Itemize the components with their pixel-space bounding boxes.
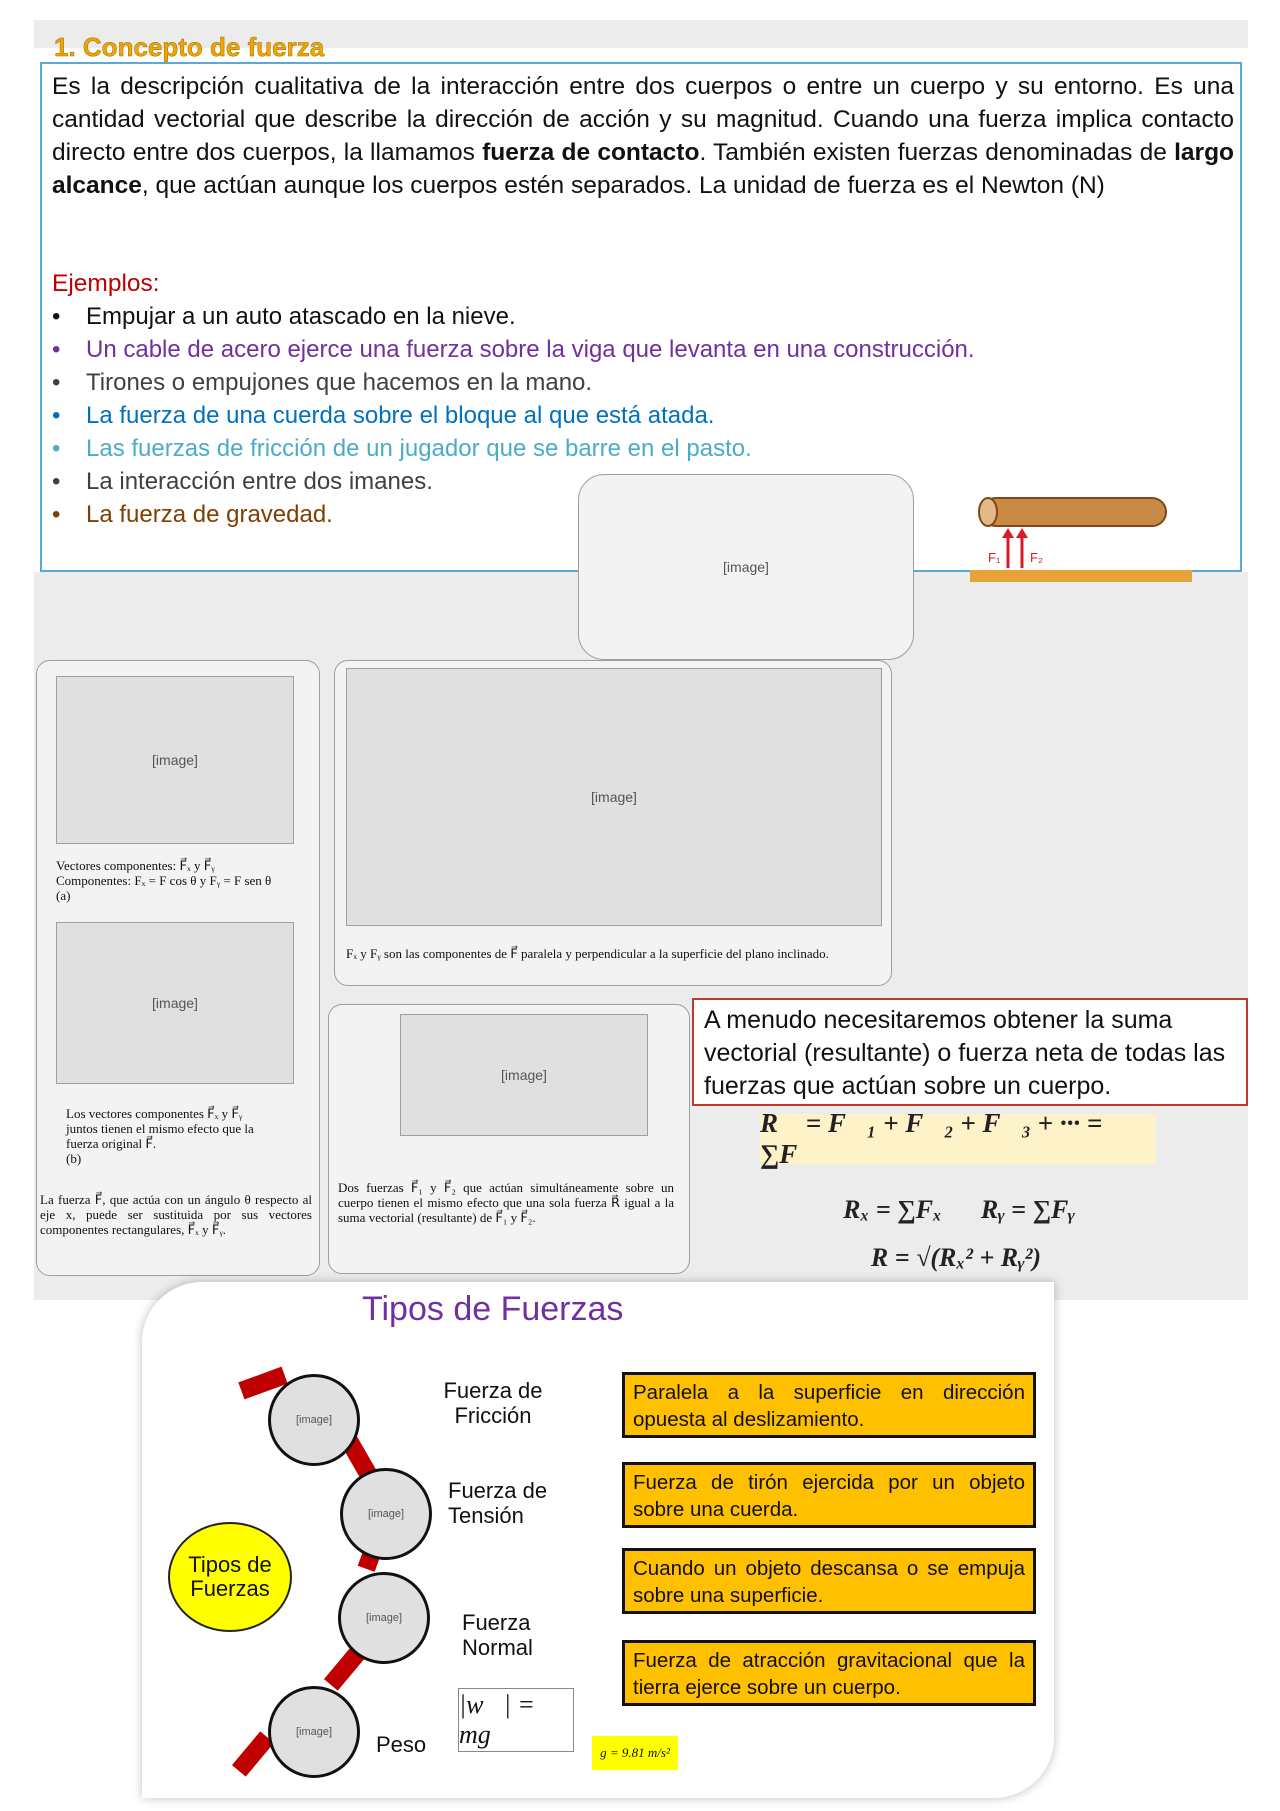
- tension-label: Fuerza de Tensión: [448, 1478, 548, 1528]
- example-item: • La fuerza de una cuerda sobre el bloque al que está atada.: [52, 399, 975, 432]
- example-item: • Empujar a un auto atascado en la nieve.: [52, 300, 975, 333]
- log-support: [970, 570, 1192, 582]
- tension-description: Fuerza de tirón ejercida por un objeto sobre una cuerda.: [622, 1462, 1036, 1528]
- example-item: • Un cable de acero ejerce una fuerza sobre la viga que levanta en una construcción.: [52, 333, 975, 366]
- friction-description: Paralela a la superficie en dirección opuesta al deslizamiento.: [622, 1372, 1036, 1438]
- components-diagram-b-image: [image]: [56, 922, 294, 1084]
- log-end: [979, 498, 997, 526]
- pushing-person-image: [image]: [578, 474, 914, 660]
- normal-force-icon: [image]: [338, 1572, 430, 1664]
- components-caption-summary: La fuerza F⃗, que actúa con un ángulo θ respecto al eje x, puede ser sustituida por sus vectores componentes rectangulares, F⃗ₓ y F⃗ᵧ.: [40, 1192, 312, 1237]
- incline-caption: Fₓ y Fᵧ son las componentes de F⃗ paralela y perpendicular a la superficie del plano inclinado.: [346, 946, 829, 961]
- tipos-badge: Tipos de Fuerzas: [168, 1522, 292, 1632]
- section-title: 1. Concepto de fuerza: [54, 32, 325, 62]
- long-range-term: largo alcance: [52, 139, 1235, 199]
- friction-icon: [image]: [268, 1374, 360, 1466]
- gravity-value: g = 9.81 m/s²: [592, 1736, 678, 1770]
- normal-force-label: Fuerza Normal: [462, 1610, 533, 1660]
- resultant-diagram-image: [image]: [400, 1014, 648, 1136]
- weight-label: Peso: [376, 1732, 427, 1757]
- components-caption-b: Los vectores componentes F⃗ₓ y F⃗ᵧ juntos tienen el mismo efecto que la fuerza original F⃗. (b): [66, 1106, 254, 1166]
- example-item: • Tirones o empujones que hacemos en la mano.: [52, 366, 975, 399]
- components-diagram-a-image: [image]: [56, 676, 294, 844]
- magnitude-formula: R = √(Rₓ² + Rᵧ²): [870, 1243, 1042, 1272]
- concept-paragraph: Es la descripción cualitativa de la interacción entre dos cuerpos o entre un cuerpo y su entorno. Es una cantidad vectorial que describe la dirección de acción y su magnitud. Cuando una fuerza implica contacto directo entre dos cuerpos, la llamamos fuerza de contacto. También existen fuerzas denominadas de largo alcance, que actúan aunque los cuerpos estén separados. La unidad de fuerza es el Newton (N): [52, 73, 1235, 199]
- weight-description: Fuerza de atracción gravitacional que la tierra ejerce sobre un cuerpo.: [622, 1640, 1036, 1706]
- example-item: • La fuerza de gravedad.: [52, 498, 975, 531]
- friction-label: Fuerza de Fricción: [443, 1378, 543, 1428]
- example-item: • Las fuerzas de fricción de un jugador que se barre en el pasto.: [52, 432, 975, 465]
- example-item: • La interacción entre dos imanes.: [52, 465, 975, 498]
- components-caption-a: Vectores componentes: F⃗ₓ y F⃗ᵧ Componentes: Fₓ = F cos θ y Fᵧ = F sen θ (a): [56, 858, 272, 903]
- component-sum-formula: Rₓ = ∑Fₓ Rᵧ = ∑Fᵧ: [843, 1195, 1075, 1224]
- tipos-title: Tipos de Fuerzas: [362, 1290, 624, 1328]
- normal-force-description: Cuando un objeto descansa o se empuja sobre una superficie.: [622, 1548, 1036, 1614]
- vector-sum-box: A menudo necesitaremos obtener la suma vectorial (resultante) o fuerza neta de todas las fuerzas que actúan sobre un cuerpo.: [692, 998, 1248, 1106]
- incline-pulling-image: [image]: [346, 668, 882, 926]
- examples-label: Ejemplos:: [52, 270, 160, 297]
- label-f2: F₂: [1030, 550, 1043, 565]
- resultant-formula: R⃗ = F⃗₁ + F⃗₂ + F⃗₃ + ··· = ∑F⃗: [760, 1114, 1156, 1164]
- tension-icon: [image]: [340, 1468, 432, 1560]
- label-f1: F₁: [988, 550, 1001, 565]
- log: [982, 498, 1166, 526]
- resultant-caption: Dos fuerzas F⃗₁ y F⃗₂ que actúan simultáneamente sobre un cuerpo tienen el mismo efecto que una sola fuerza R⃗ igual a la suma vectorial (resultante) de F⃗₁ y F⃗₂.: [338, 1180, 674, 1225]
- weight-formula: |w⃗| = mg: [458, 1688, 574, 1752]
- arrow-f2-head: [1016, 528, 1028, 538]
- weight-icon: [image]: [268, 1686, 360, 1778]
- log-forces-figure: [970, 488, 1194, 586]
- contact-force-term: fuerza de contacto: [482, 139, 700, 166]
- arrow-f1-head: [1002, 528, 1014, 538]
